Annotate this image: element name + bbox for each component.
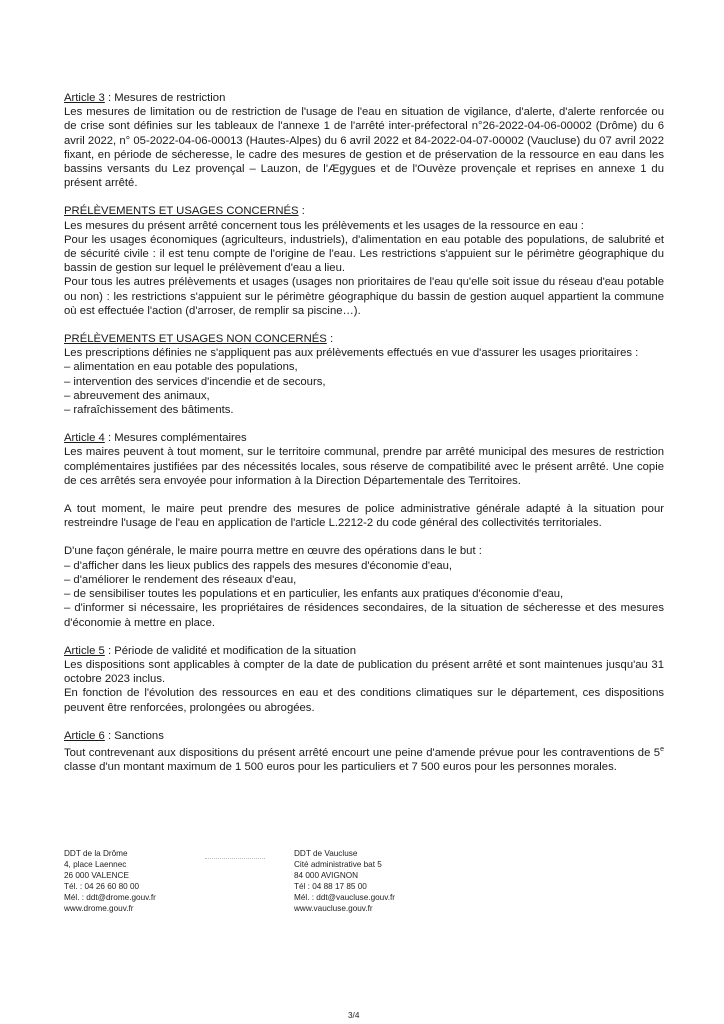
document-body	[64, 91, 664, 788]
article-5-paragraph-1: Les dispositions sont applicables à compter de la date de publication du présent arrêté et sont maintenues jusqu'au 31 octobre 2023 inclus.	[64, 658, 664, 686]
article-4-operations-intro: D'une façon générale, le maire pourra mettre en œuvre des opérations dans le but :	[64, 545, 482, 558]
article-4-paragraph-1: Les maires peuvent à tout moment, sur le territoire communal, prendre par arrêté municipal des mesures de restriction complémentaires justifiées par des nécessités locales, sous réserve de compatibilité avec le présent arrêté. Une copie de ces arrêtés sera envoyée pour information à la Direction Départementale des Territoires.	[64, 446, 664, 487]
footer-line: DDT de la Drôme	[64, 849, 128, 858]
footer-line: www.vaucluse.gouv.fr	[294, 904, 373, 913]
list-item: – de sensibiliser toutes les populations et en particulier, les enfants aux pratiques d'économie d'eau,	[64, 588, 564, 601]
footer-vaucluse-address	[294, 848, 395, 914]
page-number: 3/4	[348, 1011, 360, 1020]
article-4-heading: Article 4 : Mesures complémentaires	[64, 432, 247, 445]
article-5-heading: Article 5 : Période de validité et modification de la situation	[64, 644, 357, 657]
concernes-paragraph-2: Pour les usages économiques (agriculteurs, industriels), d'alimentation en eau potable des populations, de salubrité et de sécurité civile : il est tenu compte de l'origine de l'eau. Les restrictions s'appuient sur le périmètre géographique du bassin de gestion sur lequel le prélèvement d'eau a lieu.	[64, 233, 664, 275]
footer-line: 4, place Laennec	[64, 860, 127, 869]
article-3-heading: Article 3 : Mesures de restriction	[64, 92, 226, 104]
article-5-paragraph-2: En fonction de l'évolution des ressources en eau et des conditions climatiques sur le département, ces dispositions peuvent être renforcées, prolongées ou abrogées.	[64, 687, 664, 714]
footer-line: 84 000 AVIGNON	[294, 871, 359, 880]
article-6-body: Tout contrevenant aux dispositions du présent arrêté encourt une peine d'amende prévue pour les contraventions de 5e classe d'un montant maximum de 1 500 euros pour les particuliers et 7 500 euros pour les personnes morales.	[64, 745, 664, 773]
article-4-operations	[64, 544, 664, 629]
list-item: – abreuvement des animaux,	[64, 389, 210, 402]
article-6-heading: Article 6 : Sanctions	[64, 729, 164, 742]
article-6	[64, 729, 664, 774]
article-4	[64, 431, 664, 488]
article-5	[64, 644, 664, 715]
scan-speck	[205, 858, 265, 861]
prelevements-concernes	[64, 204, 664, 318]
footer-line: Mél. : ddt@vaucluse.gouv.fr	[294, 893, 395, 902]
footer-line: www.drome.gouv.fr	[64, 904, 134, 913]
concernes-paragraph-1: Les mesures du présent arrêté concernent tous les prélèvements et les usages de la ressource en eau :	[64, 219, 584, 232]
prelevements-non-concernes-heading: PRÉLÈVEMENTS ET USAGES NON CONCERNÉS :	[64, 333, 334, 346]
article-4-paragraph-2: A tout moment, le maire peut prendre des mesures de police administrative générale adapté à la situation pour restreindre l'usage de l'eau en application de l'article L.2212-2 du code général des collectivités territoriales.	[64, 503, 664, 530]
non-concernes-intro: Les prescriptions définies ne s'appliquent pas aux prélèvements effectués en vue d'assurer les usages prioritaires :	[64, 347, 639, 360]
prelevements-concernes-heading: PRÉLÈVEMENTS ET USAGES CONCERNÉS :	[64, 205, 305, 218]
prelevements-non-concernes	[64, 332, 664, 417]
footer-line: 26 000 VALENCE	[64, 871, 129, 880]
article-3	[64, 91, 664, 190]
list-item: – alimentation en eau potable des populations,	[64, 361, 298, 374]
list-item: – rafraîchissement des bâtiments.	[64, 404, 234, 417]
footer-line: Tél : 04 88 17 85 00	[294, 882, 367, 891]
article-4-police	[64, 502, 664, 530]
footer-drome-address	[64, 848, 156, 914]
list-item: – intervention des services d'incendie et de secours,	[64, 375, 326, 388]
footer-line: Mél. : ddt@drome.gouv.fr	[64, 893, 156, 902]
concernes-paragraph-3: Pour tous les autres prélèvements et usages (usages non prioritaires de l'eau qu'elle soit issue du réseau d'eau potable ou non) : les restrictions s'appuient sur le périmètre géographique du bassin de gestion auquel appartient la commune où est effectuée l'action (d'arroser, de remplir sa piscine…).	[64, 276, 664, 317]
list-item: – d'informer si nécessaire, les propriétaires de résidences secondaires, de la situation de sécheresse et des mesures d'économie à mettre en place.	[64, 602, 664, 629]
footer-line: Cité administrative bat 5	[294, 860, 382, 869]
list-item: – d'améliorer le rendement des réseaux d'eau,	[64, 573, 297, 586]
article-3-body: Les mesures de limitation ou de restriction de l'usage de l'eau en situation de vigilance, d'alerte, d'alerte renforcée ou de crise sont définies sur les tableaux de l'annexe 1 de l'arrêté inter-préfectoral n°26-2022-04-06-00002 (Drôme) du 6 avril 2022, n° 05-2022-04-06-00013 (Hautes-Alpes) du 6 avril 2022 et 84-2022-04-07-00002 (Vaucluse) du 07 avril 2022 fixant, en période de sécheresse, le cadre des mesures de gestion et de préservation de la ressource en eau dans les bassins versants du Lez provençal – Lauzon, de l'Ægygues et de l'Ouvèze provençale et reprises en annexe 1 du présent arrêté.	[64, 106, 664, 190]
footer-line: Tél. : 04 26 60 80 00	[64, 882, 140, 891]
footer-line: DDT de Vaucluse	[294, 849, 358, 858]
list-item: – d'afficher dans les lieux publics des rappels des mesures d'économie d'eau,	[64, 559, 453, 572]
